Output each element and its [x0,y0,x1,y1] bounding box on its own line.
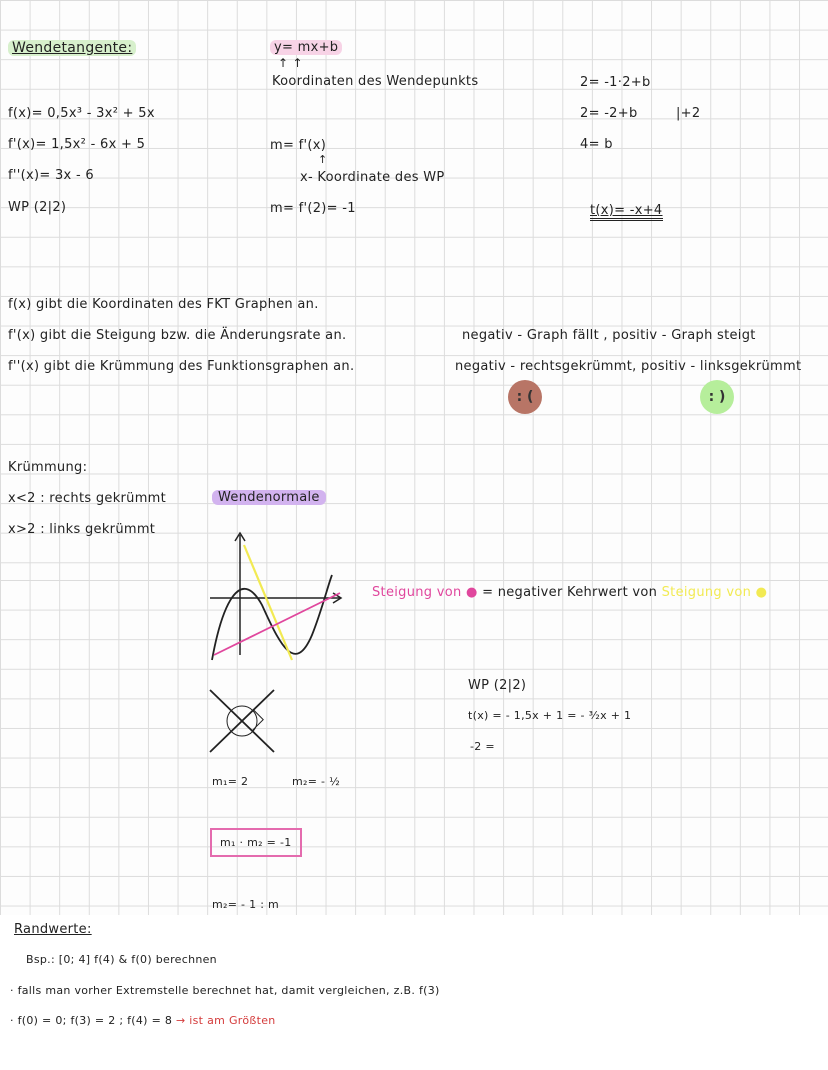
m2-formula: m₂= - 1 : m [212,898,280,911]
tangent-result: t(x)= -x+4 [590,203,663,218]
steigung-mid-text: = negativer Kehrwert von [482,585,658,600]
calc-step-2: 2= -2+b [580,106,638,121]
m-equation: m= f'(x) [270,138,327,153]
tangent-line-yellow [244,545,292,660]
koordinaten-text: Koordinaten des Wendepunkts [272,74,479,89]
m-value: m= f'(2)= -1 [270,201,356,216]
function-f2: f''(x)= 3x - 6 [8,168,94,183]
bsp-text: [0; 4] f(4) & f(0) berechnen [58,953,217,966]
meaning-f1-detail: negativ - Graph fällt , positiv - Graph steigt [462,328,756,343]
wendepunkt: WP (2|2) [8,200,67,215]
steigung-pink-label: Steigung von ● [372,585,478,600]
section-title-wendetangente: Wendetangente: [8,40,136,56]
product-rule-box: m₁ · m₂ = -1 [210,828,302,857]
wendenormale-title: Wendenormale [212,490,326,505]
randwerte-values: · f(0) = 0; f(3) = 2 ; f(4) = 8 [10,1014,173,1027]
m2-value: m₂= - ½ [292,775,341,788]
randwerte-line2: · falls man vorher Extremstelle berechnet hat, damit vergleichen, z.B. f(3) [10,984,440,997]
bsp-label: Bsp.: [26,953,55,966]
randwerte-line3 [10,1014,276,1027]
perpendicular-sketch [208,688,278,754]
randwerte-bsp [26,953,217,966]
normale-minus2: -2 = [470,740,495,753]
kruemmung-rechts: x<2 : rechts gekrümmt [8,491,167,506]
x-koordinate-label: x- Koordinate des WP [300,170,445,185]
function-f: f(x)= 0,5x³ - 3x² + 5x [8,106,155,121]
meaning-f: f(x) gibt die Koordinaten des FKT Graphen an. [8,297,319,312]
calc-step-3: 4= b [580,137,613,152]
happy-face-icon: : ) [700,380,734,414]
kruemmung-title: Krümmung: [8,460,88,475]
normale-wp: WP (2|2) [468,678,527,693]
randwerte-title: Randwerte: [14,922,92,937]
m1-value: m₁= 2 [212,775,249,788]
line-formula: y= mx+b [270,40,342,55]
calc-step-1: 2= -1·2+b [580,75,651,90]
x-arrow: ↑ [318,153,328,166]
normal-line-pink [214,593,340,655]
randwerte-max-note: → ist am Größten [175,1014,276,1027]
kruemmung-links: x>2 : links gekrümmt [8,522,156,537]
steigung-yellow-label: Steigung von ● [661,585,768,600]
formula-arrows: ↑ ↑ [278,56,303,70]
function-graph-sketch [200,525,350,665]
function-f1: f'(x)= 1,5x² - 6x + 5 [8,137,146,152]
grid-background-lower [0,580,828,915]
calc-step-2-note: |+2 [676,106,701,121]
meaning-f2: f''(x) gibt die Krümmung des Funktionsgraphen an. [8,359,355,374]
meaning-f1: f'(x) gibt die Steigung bzw. die Änderungsrate an. [8,328,347,343]
steigung-compare [372,585,767,600]
meaning-f2-detail: negativ - rechtsgekrümmt, positiv - linksgekrümmt [455,359,802,374]
sad-face-icon: : ( [508,380,542,414]
normale-t-eq: t(x) = - 1,5x + 1 = - ³⁄₂x + 1 [468,709,632,722]
